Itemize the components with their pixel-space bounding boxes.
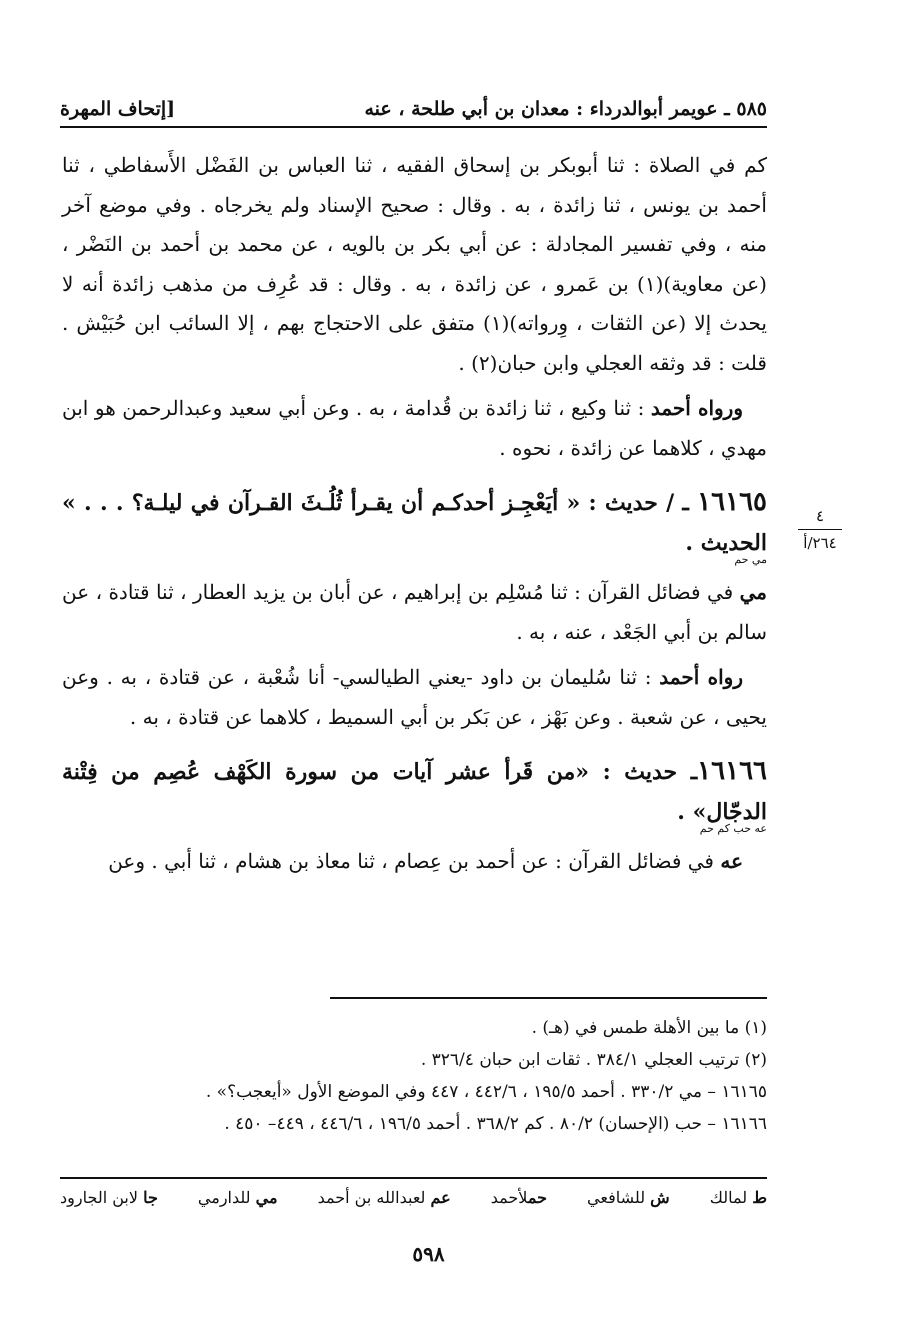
hadith-text: ـ / حديث : « أيَعْجِـز أحدكـم أن يقـرأ ثُلُـثَ القـرآن في ليلـة؟ . . . » الحديث . xyxy=(62,490,767,556)
abbreviation-item: جا لابن الجارود xyxy=(60,1188,158,1207)
paragraph-body: : ثنا سُليمان بن داود -يعني الطيالسي- أنا شُعْبة ، عن قتادة ، به . وعن يحيى ، عن شعبة . وعن بَهْز ، عن بَكر بن أبي السميط ، كلاهما عن قتادة ، به . xyxy=(62,665,767,729)
footnote: (١) ما بين الأهلة طمس في (هـ) . xyxy=(531,1018,767,1038)
paragraph-body: : ثنا وكيع ، ثنا زائدة بن قُدامة ، به . وعن أبي سعيد وعبدالرحمن هو ابن مهدي ، كلاهما عن زائدة ، نحوه . xyxy=(62,396,767,460)
abbreviation-item: ش للشافعي xyxy=(587,1188,670,1207)
footnote-divider xyxy=(330,997,767,999)
paragraph-ahmad-2 xyxy=(62,658,767,737)
hadith-heading-16165 xyxy=(62,482,767,565)
paragraph-darimi xyxy=(62,573,767,652)
abbreviation-item: ط لمالك xyxy=(709,1188,767,1207)
abbreviations-key xyxy=(60,1188,767,1207)
paragraph-lead: ورواه أحمد xyxy=(650,396,743,420)
hadith-sources: عه حب كم حم xyxy=(699,822,767,835)
abbreviation-item: مي للدارمي xyxy=(197,1188,278,1207)
header-divider xyxy=(60,126,767,128)
folio-bottom: ٢٦٤/أ xyxy=(803,534,837,552)
paragraph-abu-awana xyxy=(62,842,767,882)
folio-top: ٤ xyxy=(815,507,825,525)
paragraph-body: في فضائل القرآن : عن أحمد بن عِصام ، ثنا معاذ بن هشام ، ثنا أبي . وعن xyxy=(108,849,721,873)
hadith-text: ـ حديث : «من قَرأ عشر آيات من سورة الكَهْف عُصِم من فِتْنة الدجّال» . xyxy=(62,759,767,825)
paragraph-lead: عه xyxy=(720,849,743,873)
hadith-number: ١٦١٦٦ xyxy=(697,756,767,786)
main-text xyxy=(62,146,767,888)
abbreviations-divider xyxy=(60,1177,767,1179)
running-header xyxy=(60,80,767,120)
footnote: ١٦١٦٦ – حب (الإحسان) ٨٠/٢ . كم ٣٦٨/٢ . أحمد ١٩٦/٥ ، ٤٤٦/٦ ، ٤٤٩– ٤٥٠ . xyxy=(224,1114,767,1134)
paragraph-lead: مي xyxy=(739,580,767,604)
hadith-sources: مي حم xyxy=(734,553,767,566)
header-chapter-title: ٥٨٥ ـ عويمر أبوالدرداء : معدان بن أبي طلحة ، عنه xyxy=(364,98,767,120)
footnotes xyxy=(80,1012,767,1140)
footnote: (٢) ترتيب العجلي ٣٨٤/١ . ثقات ابن حبان ٣٢٦/٤ . xyxy=(420,1050,767,1070)
paragraph-body: في فضائل القرآن : ثنا مُسْلِم بن إبراهيم ، عن أبان بن يزيد العطار ، ثنا قتادة ، عن سالم بن أبي الجَعْد ، عنه ، به . xyxy=(62,580,767,644)
paragraph-lead: رواه أحمد xyxy=(659,665,743,689)
footnote: ١٦١٦٥ – مي ٣٣٠/٢ . أحمد ١٩٥/٥ ، ٤٤٢/٦ ، ٤٤٧ وفي الموضع الأول «أيعجب؟» . xyxy=(205,1082,767,1102)
manuscript-folio-note xyxy=(790,505,850,554)
header-book-title: [إتحاف المهرة xyxy=(60,98,176,120)
abbreviation-item: حملأحمد xyxy=(490,1188,547,1207)
paragraph-hakim: كم في الصلاة : ثنا أبوبكر بن إسحاق الفقيه ، ثنا العباس بن الفَضْل الأَسفاطي ، ثنا أحمد بن يونس ، ثنا زائدة ، به . وقال : صحيح الإسناد ولم يخرجاه . وفي موضع آخر منه ، وفي تفسير المجادلة : عن أبي بكر بن بالويه ، عن محمد بن أحمد بن النَضْر ، (عن معاوية)(١) بن عَمرو ، عن زائدة ، به . وقال : قد عُرِف من مذهب زائدة أنه لا يحدث إلا (عن الثقات ، وِرواته)(١) متفق على الاحتجاج بهم ، إلا السائب ابن حُبَيْش . قلت : قد وثقه العجلي وابن حبان(٢) . xyxy=(62,153,767,375)
hadith-number: ١٦١٦٥ xyxy=(697,487,767,517)
paragraph-ahmad-1 xyxy=(62,389,767,468)
abbreviation-item: عم لعبدالله بن أحمد xyxy=(317,1188,451,1207)
hadith-heading-16166 xyxy=(62,751,767,834)
folio-rule xyxy=(798,529,842,530)
page-number: ٥٩٨ xyxy=(412,1242,445,1266)
